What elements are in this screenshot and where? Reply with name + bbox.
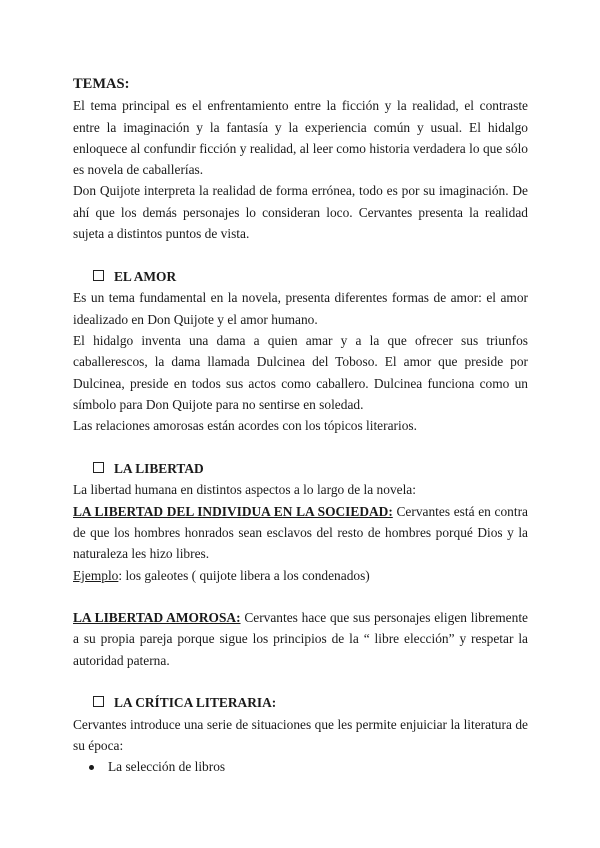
paragraph-libertad-individuo — [73, 501, 528, 565]
paragraph: Es un tema fundamental en la novela, presenta diferentes formas de amor: el amor idealizado en Don Quijote y el amor humano. — [73, 290, 528, 327]
list-item-label: La selección de libros — [108, 759, 226, 775]
heading-label: EL AMOR — [114, 268, 177, 284]
paragraph: Don Quijote interpreta la realidad de forma errónea, todo es por su imaginación. De ahí que los demás personajes lo consideran loco. Cervantes presenta la realidad sujeta a distintos puntos de vista. — [73, 183, 528, 242]
checkbox-icon — [93, 462, 104, 473]
paragraph: Las relaciones amorosas están acordes con los tópicos literarios. — [73, 418, 417, 434]
checkbox-icon — [93, 696, 104, 707]
subheading-label: LA LIBERTAD DEL INDIVIDUA EN LA SOCIEDAD: — [73, 503, 393, 519]
spacer — [73, 244, 528, 265]
paragraph: El hidalgo inventa una dama a quien amar y a la que ofrecer sus triunfos caballerescos, la dama llamada Dulcinea del Toboso. El amor que preside por Dulcinea, preside en todos sus actos como caballero. Dulcinea funciona como un símbolo para Don Quijote para no sentirse en soledad. — [73, 332, 528, 412]
list-item — [73, 756, 528, 777]
section-heading-libertad — [73, 457, 528, 479]
heading-label: LA CRÍTICA LITERARIA: — [114, 695, 277, 711]
ejemplo-text: : los galeotes ( quijote libera a los condenados) — [118, 567, 370, 583]
bullet-icon — [89, 765, 94, 770]
paragraph: Cervantes introduce una serie de situaciones que les permite enjuiciar la literatura de su época: — [73, 716, 528, 754]
document-body — [73, 74, 528, 778]
heading-label: LA LIBERTAD — [114, 460, 204, 476]
paragraph-text: Cervantes hace que sus personajes eligen libremente a su propia pareja porque sigue los principios de la “ libre elección” y respetar la autoridad paterna. — [73, 609, 528, 668]
spacer — [73, 436, 528, 457]
section-title-temas: TEMAS: — [73, 76, 130, 92]
section-heading-critica — [73, 692, 528, 714]
paragraph-text: Cervantes está en contra de que los hombres honrados sean esclavos del resto de hombres porqué Dios y la naturaleza les hizo libres. — [73, 503, 529, 562]
section-heading-amor — [73, 265, 528, 287]
paragraph-libertad-amorosa — [73, 607, 528, 671]
subheading-label: LA LIBERTAD AMOROSA: — [73, 609, 241, 625]
paragraph-ejemplo — [73, 565, 528, 586]
spacer — [73, 586, 528, 607]
spacer — [73, 671, 528, 692]
ejemplo-label: Ejemplo — [73, 567, 119, 583]
checkbox-icon — [93, 270, 104, 281]
paragraph: La libertad humana en distintos aspectos a lo largo de la novela: — [73, 482, 416, 498]
paragraph: El tema principal es el enfrentamiento entre la ficción y la realidad, el contraste entre la imaginación y la fantasía y la experiencia común y usual. El hidalgo enloquece al confundir ficción y realidad, al leer como historia verdadera lo que sólo es novela de caballerías. — [73, 98, 528, 178]
